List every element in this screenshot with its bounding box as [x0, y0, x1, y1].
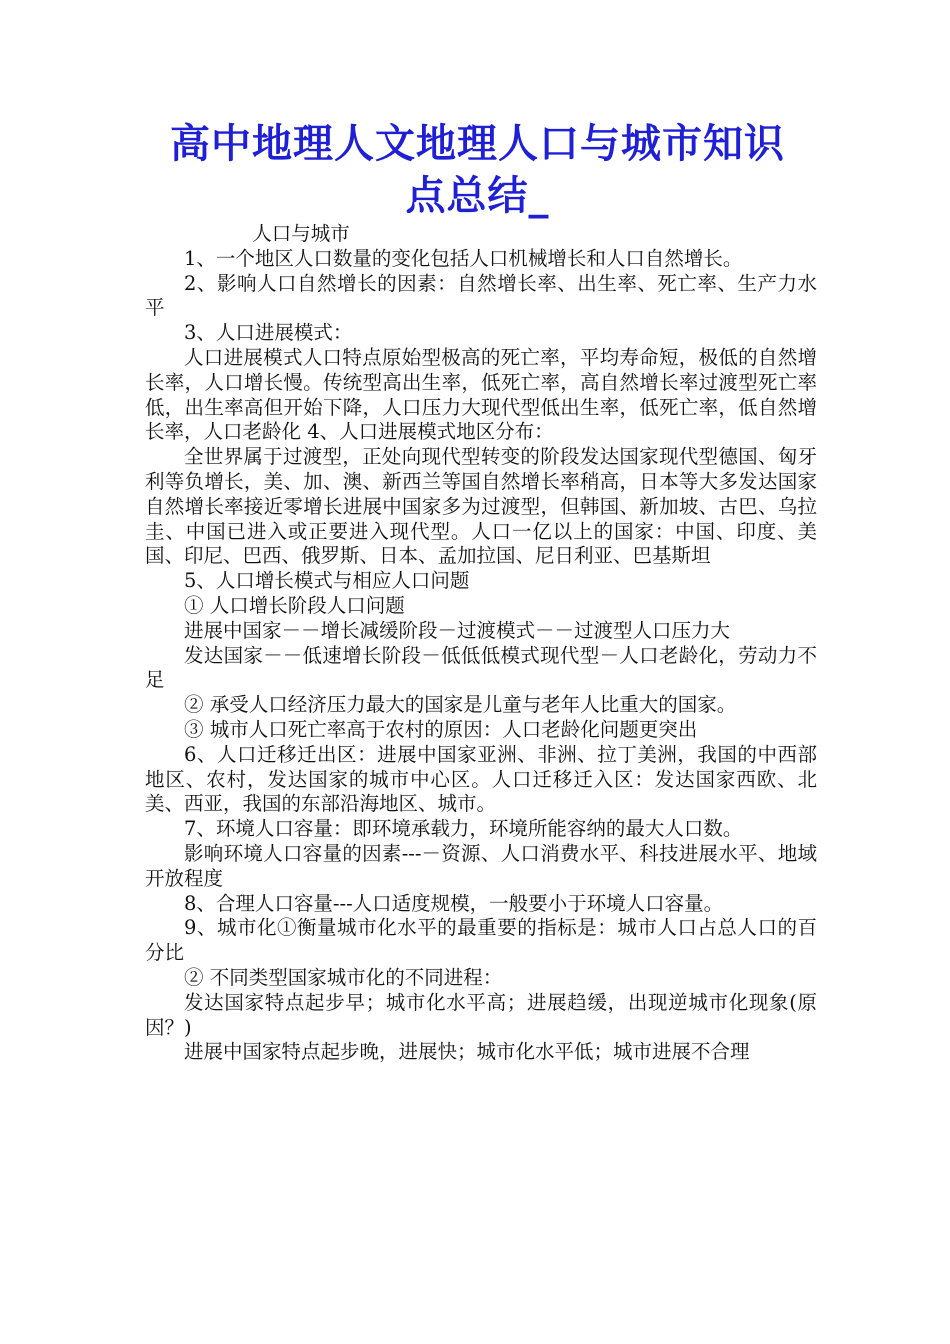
paragraph: 9、城市化①衡量城市化水平的最重要的指标是：城市人口占总人口的百分比 — [145, 916, 817, 965]
paragraph: ② 承受人口经济压力最大的国家是儿童与老年人比重大的国家。 — [184, 693, 737, 717]
paragraph: 2、影响人口自然增长的因素：自然增长率、出生率、死亡率、生产力水平 — [145, 271, 817, 320]
document-title — [145, 118, 810, 222]
document-body — [145, 222, 817, 1065]
paragraph: 影响环境人口容量的因素---－资源、人口消费水平、科技进展水平、地域开放程度 — [145, 841, 817, 890]
paragraph: 进展中国家特点起步晚，进展快；城市化水平低；城市进展不合理 — [184, 1040, 750, 1064]
paragraph: 发达国家特点起步早；城市化水平高；进展趋缓，出现逆城市化现象(原因？) — [145, 990, 817, 1039]
paragraph: 5、人口增长模式与相应人口问题 — [184, 569, 470, 593]
section-heading: 人口与城市 — [252, 222, 350, 245]
paragraph: 3、人口进展模式： — [184, 321, 353, 345]
paragraph: ② 不同类型国家城市化的不同进程： — [184, 965, 503, 989]
paragraph: 8、合理人口容量---人口适度规模，一般要小于环境人口容量。 — [184, 891, 724, 915]
paragraph: 7、环境人口容量：即环境承载力，环境所能容纳的最大人口数。 — [184, 817, 743, 841]
paragraph: 6、人口迁移迁出区：进展中国家亚洲、非洲、拉丁美洲，我国的中西部地区、农村，发达国家的城市中心区。人口迁移迁入区：发达国家西欧、北美、西亚，我国的东部沿海地区、城市。 — [145, 742, 817, 816]
title-line-1: 高中地理人文地理人口与城市知识 — [170, 121, 785, 167]
paragraph: 1、一个地区人口数量的变化包括人口机械增长和人口自然增长。 — [184, 246, 743, 270]
paragraph: 全世界属于过渡型，正处向现代型转变的阶段发达国家现代型德国、匈牙利等负增长，美、加、澳、新西兰等国自然增长率稍高，日本等大多发达国家自然增长率接近零增长进展中国家多为过渡型，但韩国、新加坡、古巴、乌拉圭、中国已进入或正要进入现代型。人口一亿以上的国家：中国、印度、美国、印尼、巴西、俄罗斯、日本、孟加拉国、尼日利亚、巴基斯坦 — [145, 445, 817, 568]
paragraph: 进展中国家－－增长减缓阶段－过渡模式－－过渡型人口压力大 — [184, 618, 731, 642]
title-line-2: 点总结_ — [405, 173, 550, 219]
paragraph: ① 人口增长阶段人口问题 — [184, 593, 405, 617]
paragraph: 人口进展模式人口特点原始型极高的死亡率，平均寿命短，极低的自然增长率，人口增长慢。传统型高出生率，低死亡率，高自然增长率过渡型死亡率低，出生率高但开始下降，人口压力大现代型低出生率，低死亡率，低自然增长率，人口老龄化 4、人口进展模式地区分布： — [145, 345, 817, 444]
paragraph: ③ 城市人口死亡率高于农村的原因：人口老龄化问题更突出 — [184, 717, 698, 741]
paragraph: 发达国家－－低速增长阶段－低低低模式现代型－人口老龄化，劳动力不足 — [145, 643, 817, 692]
